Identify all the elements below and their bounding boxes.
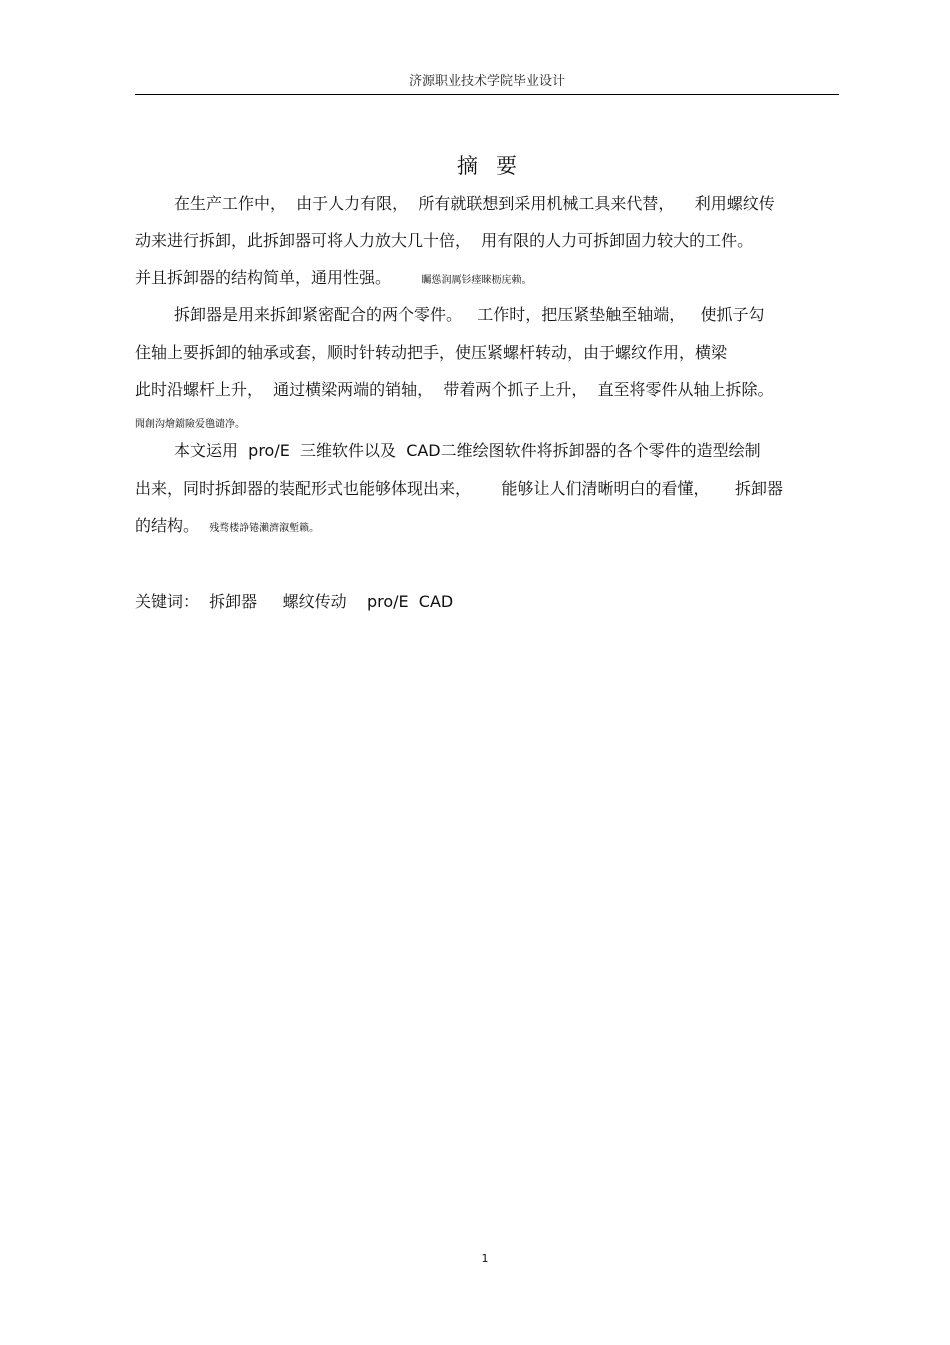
p2-line3: 此时沿螺杆上升， 通过横梁两端的销轴， 带着两个抓子上升， 直至将零件从轴上拆除。: [135, 380, 774, 399]
p2-noise-text: 聞創沟燴鐺險爱氇谴净。: [135, 419, 245, 430]
p1-line2: 动来进行拆卸，此拆卸器可将人力放大几十倍， 用有限的人力可拆卸固力较大的工件。: [135, 231, 754, 250]
header-rule: [135, 94, 839, 95]
page-number: 1: [481, 1252, 489, 1265]
p1-line3: [135, 268, 532, 291]
p3-line2: 出来，同时拆卸器的装配形式也能够体现出来， 能够让人们清晰明白的看懂， 拆卸器: [135, 479, 783, 498]
p2-line1: 拆卸器是用来拆卸紧密配合的两个零件。 工作时，把压紧垫触至轴端， 使抓子勾: [174, 305, 765, 324]
running-header: 济源职业技术学院毕业设计: [408, 74, 565, 89]
p1-line3-text: 并且拆卸器的结构简单，通用性强。: [135, 268, 392, 287]
p3-line1: 本文运用 pro/E 三维软件以及 CAD二维绘图软件将拆卸器的各个零件的造型绘制: [174, 441, 761, 460]
abstract-title: 摘要: [457, 154, 535, 178]
p3-noise-text: 残骛楼諍锩瀨濟溆塹籟。: [209, 523, 320, 534]
keywords-line: 关键词： 拆卸器 螺纹传动 pro/E CAD: [135, 592, 454, 611]
p1-noise-text: 矚慫润厲钐瘗睞枥庑赖。: [421, 275, 532, 286]
p1-line1: 在生产工作中， 由于人力有限， 所有就联想到采用机械工具来代替， 利用螺纹传: [174, 194, 775, 213]
p2-line2: 住轴上要拆卸的轴承或套，顺时针转动把手，使压紧螺杆转动，由于螺纹作用，横梁: [135, 343, 728, 362]
p3-line3-text: 的结构。: [135, 516, 200, 535]
p3-line3: [135, 516, 319, 539]
